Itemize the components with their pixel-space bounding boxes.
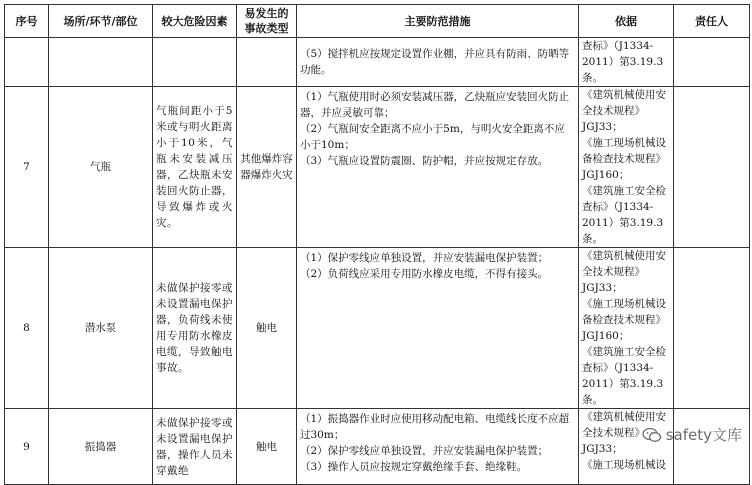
table-row	[5, 248, 750, 409]
table-row	[5, 38, 750, 87]
row-basis	[579, 87, 674, 248]
row-no: 7	[5, 87, 49, 248]
header-hazard: 较大危险因素	[153, 5, 237, 38]
basis-item: 《建筑机械使用安全技术规程》JGJ33；	[582, 87, 670, 135]
row-measures	[297, 38, 579, 87]
header-measures: 主要防范措施	[297, 5, 579, 38]
row-no: 8	[5, 248, 49, 409]
measure-item: （1）气瓶使用时必须安装减压器，乙炔瓶应安装回火防止器，并应灵敏可靠；	[300, 89, 575, 121]
header-responsible: 责任人	[674, 5, 750, 38]
basis-item: 《施工现场机械设	[582, 457, 670, 473]
basis-item: 《建筑机械使用安全技术规程》JGJ33；	[582, 248, 670, 296]
table-row	[5, 87, 750, 248]
row-location	[49, 38, 153, 87]
row-no: 9	[5, 409, 49, 485]
measure-item: （5）搅拌机应按规定设置作业棚，并应具有防雨、防晒等功能。	[300, 48, 569, 76]
row-responsible	[674, 87, 750, 248]
measure-item: （3）气瓶应设置防震圈、防护帽，并应按规定存放。	[300, 153, 575, 169]
row-responsible	[674, 409, 750, 485]
hazard-table	[4, 4, 750, 485]
measure-item: （3）操作人员应按规定穿戴绝缘手套、绝缘鞋。	[300, 459, 575, 475]
basis-item: 《建筑施工安全检查标》（J1334-2011）第3.19.3条。	[582, 183, 670, 247]
row-accident-type	[237, 38, 297, 87]
row-accident-type: 其他爆炸容器爆炸火灾	[237, 87, 297, 248]
basis-item: 《施工现场机械设备检查技术规程》JGJ160；	[582, 296, 670, 344]
measure-item: （1）保护零线应单独设置，并应安装漏电保护装置；	[300, 250, 575, 266]
row-measures	[297, 87, 579, 248]
basis-item: 《施工现场机械设备检查技术规程》JGJ160；	[582, 135, 670, 183]
measure-item: （2）负荷线应采用专用防水橡皮电缆，不得有接头。	[300, 266, 575, 282]
basis-item: 查标》（J1334-2011）第3.19.3条。	[582, 40, 663, 84]
row-hazard: 未做保护接零或未设置漏电保护器，负荷线未使用专用防水橡皮电缆，导致触电事故。	[153, 248, 237, 409]
row-accident-type: 触电	[237, 409, 297, 485]
row-responsible	[674, 38, 750, 87]
wechat-icon	[642, 427, 662, 443]
header-location: 场所/环节/部位	[49, 5, 153, 38]
row-basis	[579, 38, 674, 87]
header-accident-type: 易发生的事故类型	[237, 5, 297, 38]
header-basis: 依据	[579, 5, 674, 38]
watermark	[642, 424, 742, 445]
measure-item: （2）保护零线应单独设置，并应安装漏电保护装置；	[300, 443, 575, 459]
row-measures	[297, 409, 579, 485]
row-hazard	[153, 38, 237, 87]
row-location: 潜水泵	[49, 248, 153, 409]
basis-item: 《建筑机械使用安全技术规程》JGJ33；	[582, 409, 670, 457]
row-hazard: 未做保护接零或未设置漏电保护器，操作人员未穿戴绝	[153, 409, 237, 485]
table-row	[5, 409, 750, 485]
row-location: 气瓶	[49, 87, 153, 248]
watermark-text: safety文库	[666, 424, 742, 445]
measure-item: （1）振捣器作业时应使用移动配电箱、电缆线长度不应超过30m；	[300, 411, 575, 443]
row-hazard: 气瓶间距小于5米或与明火距离小于10米，气瓶未安装减压器，乙炔瓶未安装回火防止器，导致爆炸或火灾。	[153, 87, 237, 248]
row-no	[5, 38, 49, 87]
row-basis	[579, 409, 674, 485]
row-responsible	[674, 248, 750, 409]
basis-item: 《建筑施工安全检查标》（J1334-2011）第3.19.3条。	[582, 344, 670, 408]
row-measures	[297, 248, 579, 409]
measure-item: （2）气瓶间安全距离不应小于5m，与明火安全距离不应小于10m；	[300, 121, 575, 153]
row-location: 振捣器	[49, 409, 153, 485]
header-row	[5, 5, 750, 38]
header-no: 序号	[5, 5, 49, 38]
row-accident-type: 触电	[237, 248, 297, 409]
row-basis	[579, 248, 674, 409]
